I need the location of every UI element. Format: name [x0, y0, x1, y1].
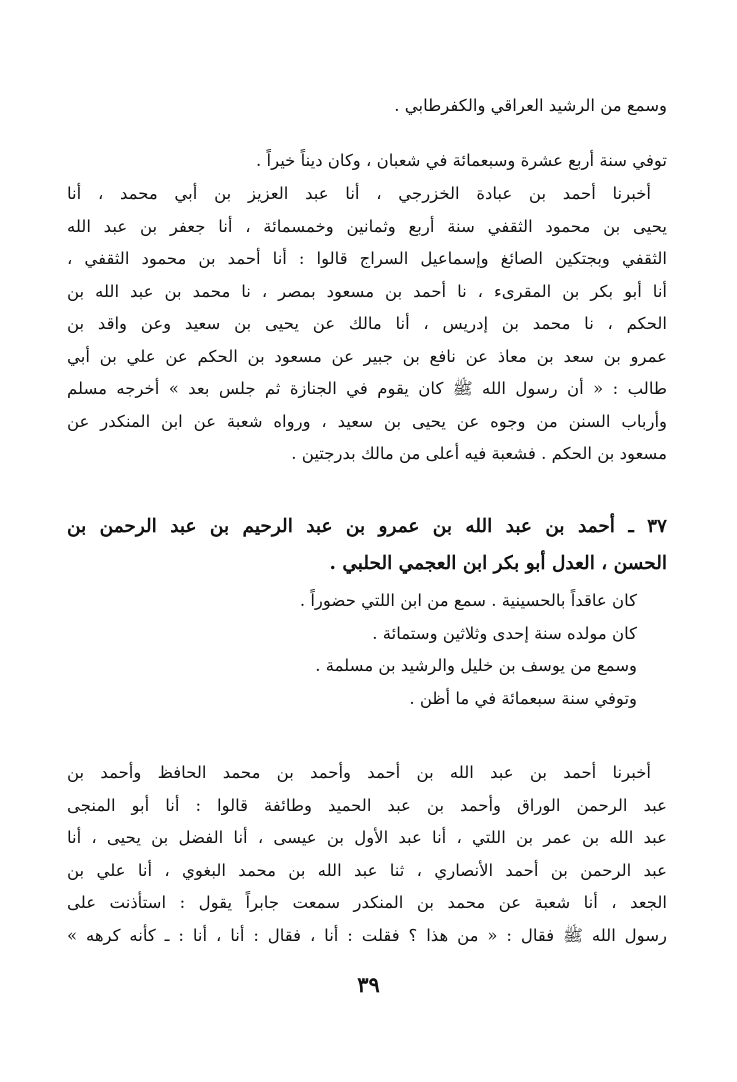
- text-line: وتوفي سنة سبعمائة في ما أظن .: [409, 688, 637, 708]
- entry-details: [67, 585, 667, 715]
- text-line: مسعود بن الحكم . فشعبة فيه أعلى من مالك بدرجتين .: [291, 444, 667, 463]
- text-line: وأرباب السنن من وجوه عن يحيى بن سعيد ، ورواه شعبة عن ابن المنكدر عن: [67, 411, 667, 431]
- text-line: أنا أبو بكر بن المقرىء ، نا أحمد بن مسعود بمصر ، نا محمد بن عبد الله بن: [67, 281, 667, 301]
- heading-line: الحسن ، العدل أبو بكر ابن العجمي الحلبي .: [329, 553, 667, 574]
- text-line: كان عاقداً بالحسينية . سمع من ابن اللتي حضوراً .: [299, 591, 637, 610]
- text-line: الحكم ، نا محمد بن إدريس ، أنا مالك عن يحيى بن سعيد وعن واقد بن: [67, 314, 667, 333]
- text-line: الجعد ، أنا شعبة عن محمد بن المنكدر سمعت جابراً يقول : استأذنت على: [67, 893, 667, 912]
- text-line: توفي سنة أربع عشرة وسبعمائة في شعبان ، وكان ديناً خيراً .: [256, 151, 667, 170]
- text-line: عبد الله بن عمر بن اللتي ، أنا عبد الأول بن عيسى ، أنا الفضل بن يحيى ، أنا: [67, 828, 667, 847]
- text-line: عبد الرحمن بن أحمد الأنصاري ، ثنا عبد الله بن محمد البغوي ، أنا علي بن: [67, 860, 667, 880]
- text-line: طالب : « أن رسول الله ﷺ كان يقوم في الجنازة ثم جلس بعد » أخرجه مسلم: [67, 379, 667, 398]
- text-line: وسمع من يوسف بن خليل والرشيد بن مسلمة .: [315, 656, 637, 675]
- text-line: رسول الله ﷺ فقال : « من هذا ؟ فقلت : أنا ، فقال : أنا ، أنا : ـ كأنه كرهه »: [67, 925, 667, 945]
- text-line: عبد الرحمن الوراق وأحمد بن عبد الحميد وطائفة قالوا : أنا أبو المنجى: [67, 795, 667, 815]
- text-line: يحيى بن محمود الثقفي سنة أربع وثمانين وخمسمائة ، أنا جعفر بن عبد الله: [67, 216, 667, 236]
- page-number: ٣٩: [357, 972, 380, 997]
- text-line: كان مولده سنة إحدى وثلاثين وستمائة .: [372, 623, 637, 643]
- text-line: أخبرنا أحمد بن عبد الله بن أحمد وأحمد بن محمد الحافظ وأحمد بن: [67, 763, 651, 782]
- text-line: وسمع من الرشيد العراقي والكفرطابي .: [394, 96, 667, 115]
- hadith-paragraph-2: [67, 757, 667, 952]
- text-line: أخبرنا أحمد بن عبادة الخزرجي ، أنا عبد العزيز بن أبي محمد ، أنا: [67, 184, 651, 203]
- hadith-paragraph-1: [67, 178, 667, 471]
- heading-line: ٣٧ ـ أحمد بن عبد الله بن عمرو بن عبد الرحيم بن عبد الرحمن بن: [67, 516, 667, 537]
- entry-heading: [67, 508, 667, 582]
- text-line: الثقفي وبجتكين الصائغ وإسماعيل السراج قالوا : أنا أحمد بن محمود الثقفي ،: [67, 249, 667, 268]
- death-note-paragraph: [67, 145, 667, 178]
- intro-paragraph: [67, 90, 667, 123]
- text-line: عمرو بن سعد بن معاذ عن نافع بن جبير عن مسعود بن الحكم عن علي بن أبي: [67, 346, 667, 366]
